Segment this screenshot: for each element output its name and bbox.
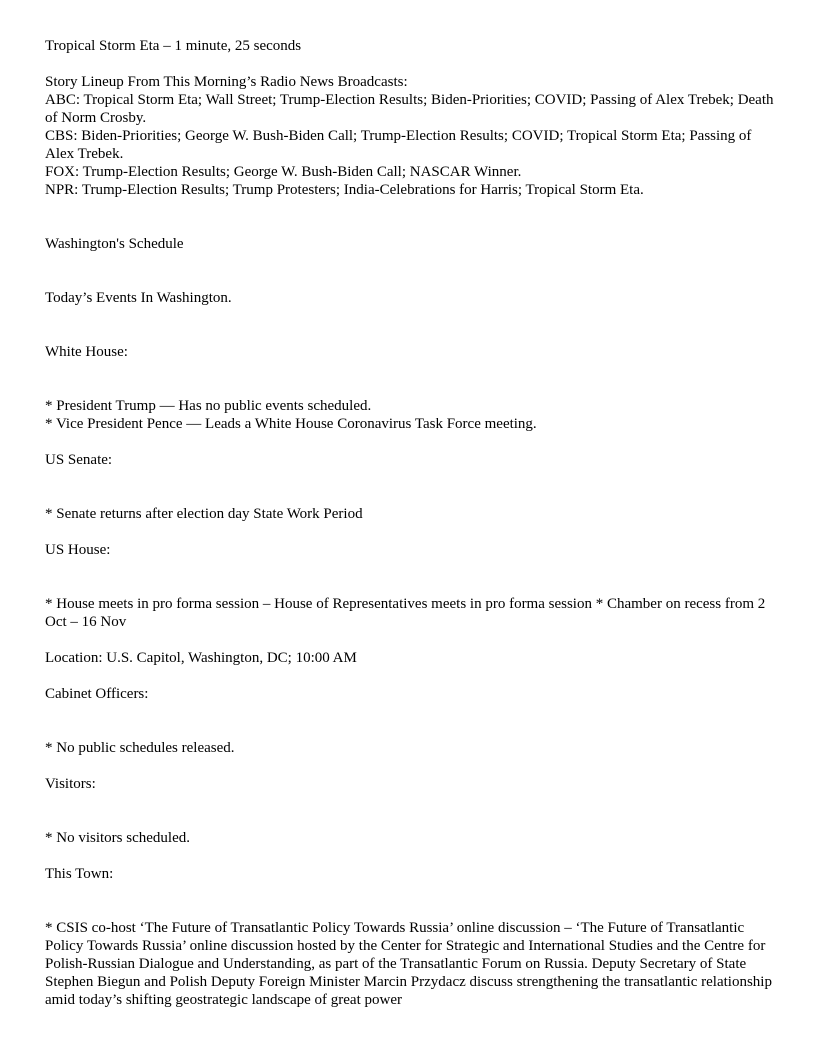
section-white-house <box>45 343 775 433</box>
cabinet-item: * No public schedules released. <box>45 740 235 756</box>
white-house-item: * President Trump — Has no public events scheduled. <box>45 398 372 414</box>
lineup-fox: FOX: Trump-Election Results; George W. Bush-Biden Call; NASCAR Winner. <box>45 164 522 180</box>
events-title: Today’s Events In Washington. <box>45 290 232 306</box>
document-page <box>45 37 775 1009</box>
section-house <box>45 541 775 667</box>
lineup-title: Story Lineup From This Morning’s Radio News Broadcasts: <box>45 74 408 90</box>
this-town-item: * CSIS co-host ‘The Future of Transatlantic Policy Towards Russia’ online discussion – ‘The Future of Transatlantic Policy Towards Russia’ online discussion hosted by the Center for Strategic and International Studies and the Centre for Polish-Russian Dialogue and Understanding, as part of the Transatlantic Forum on Russia. Deputy Secretary of State Stephen Biegun and Polish Deputy Foreign Minister Marcin Przydacz discuss strengthening the transatlantic relationship amid today’s shifting geostrategic landscape of great power <box>45 920 772 1008</box>
lineup-abc: ABC: Tropical Storm Eta; Wall Street; Trump-Election Results; Biden-Priorities; COVID; Passing of Alex Trebek; Death of Norm Crosby. <box>45 92 774 126</box>
visitors-item: * No visitors scheduled. <box>45 830 190 846</box>
lineup-cbs: CBS: Biden-Priorities; George W. Bush-Biden Call; Trump-Election Results; COVID; Tropical Storm Eta; Passing of Alex Trebek. <box>45 128 752 162</box>
senate-heading: US Senate: <box>45 452 113 468</box>
cabinet-heading: Cabinet Officers: <box>45 686 149 702</box>
white-house-item: * Vice President Pence — Leads a White House Coronavirus Task Force meeting. <box>45 416 537 432</box>
visitors-heading: Visitors: <box>45 776 96 792</box>
storm-header: Tropical Storm Eta – 1 minute, 25 seconds <box>45 38 302 54</box>
white-house-heading: White House: <box>45 344 128 360</box>
house-location: Location: U.S. Capitol, Washington, DC; 10:00 AM <box>45 650 357 666</box>
schedule-title: Washington's Schedule <box>45 236 184 252</box>
section-visitors <box>45 775 775 847</box>
senate-item: * Senate returns after election day State Work Period <box>45 506 363 522</box>
section-senate <box>45 451 775 523</box>
lineup-npr: NPR: Trump-Election Results; Trump Protesters; India-Celebrations for Harris; Tropical Storm Eta. <box>45 182 644 198</box>
section-cabinet <box>45 685 775 757</box>
section-this-town <box>45 865 775 1009</box>
this-town-heading: This Town: <box>45 866 114 882</box>
story-lineup <box>45 73 775 199</box>
house-heading: US House: <box>45 542 111 558</box>
house-item: * House meets in pro forma session – House of Representatives meets in pro forma session * Chamber on recess from 2 Oct – 16 Nov <box>45 596 766 630</box>
